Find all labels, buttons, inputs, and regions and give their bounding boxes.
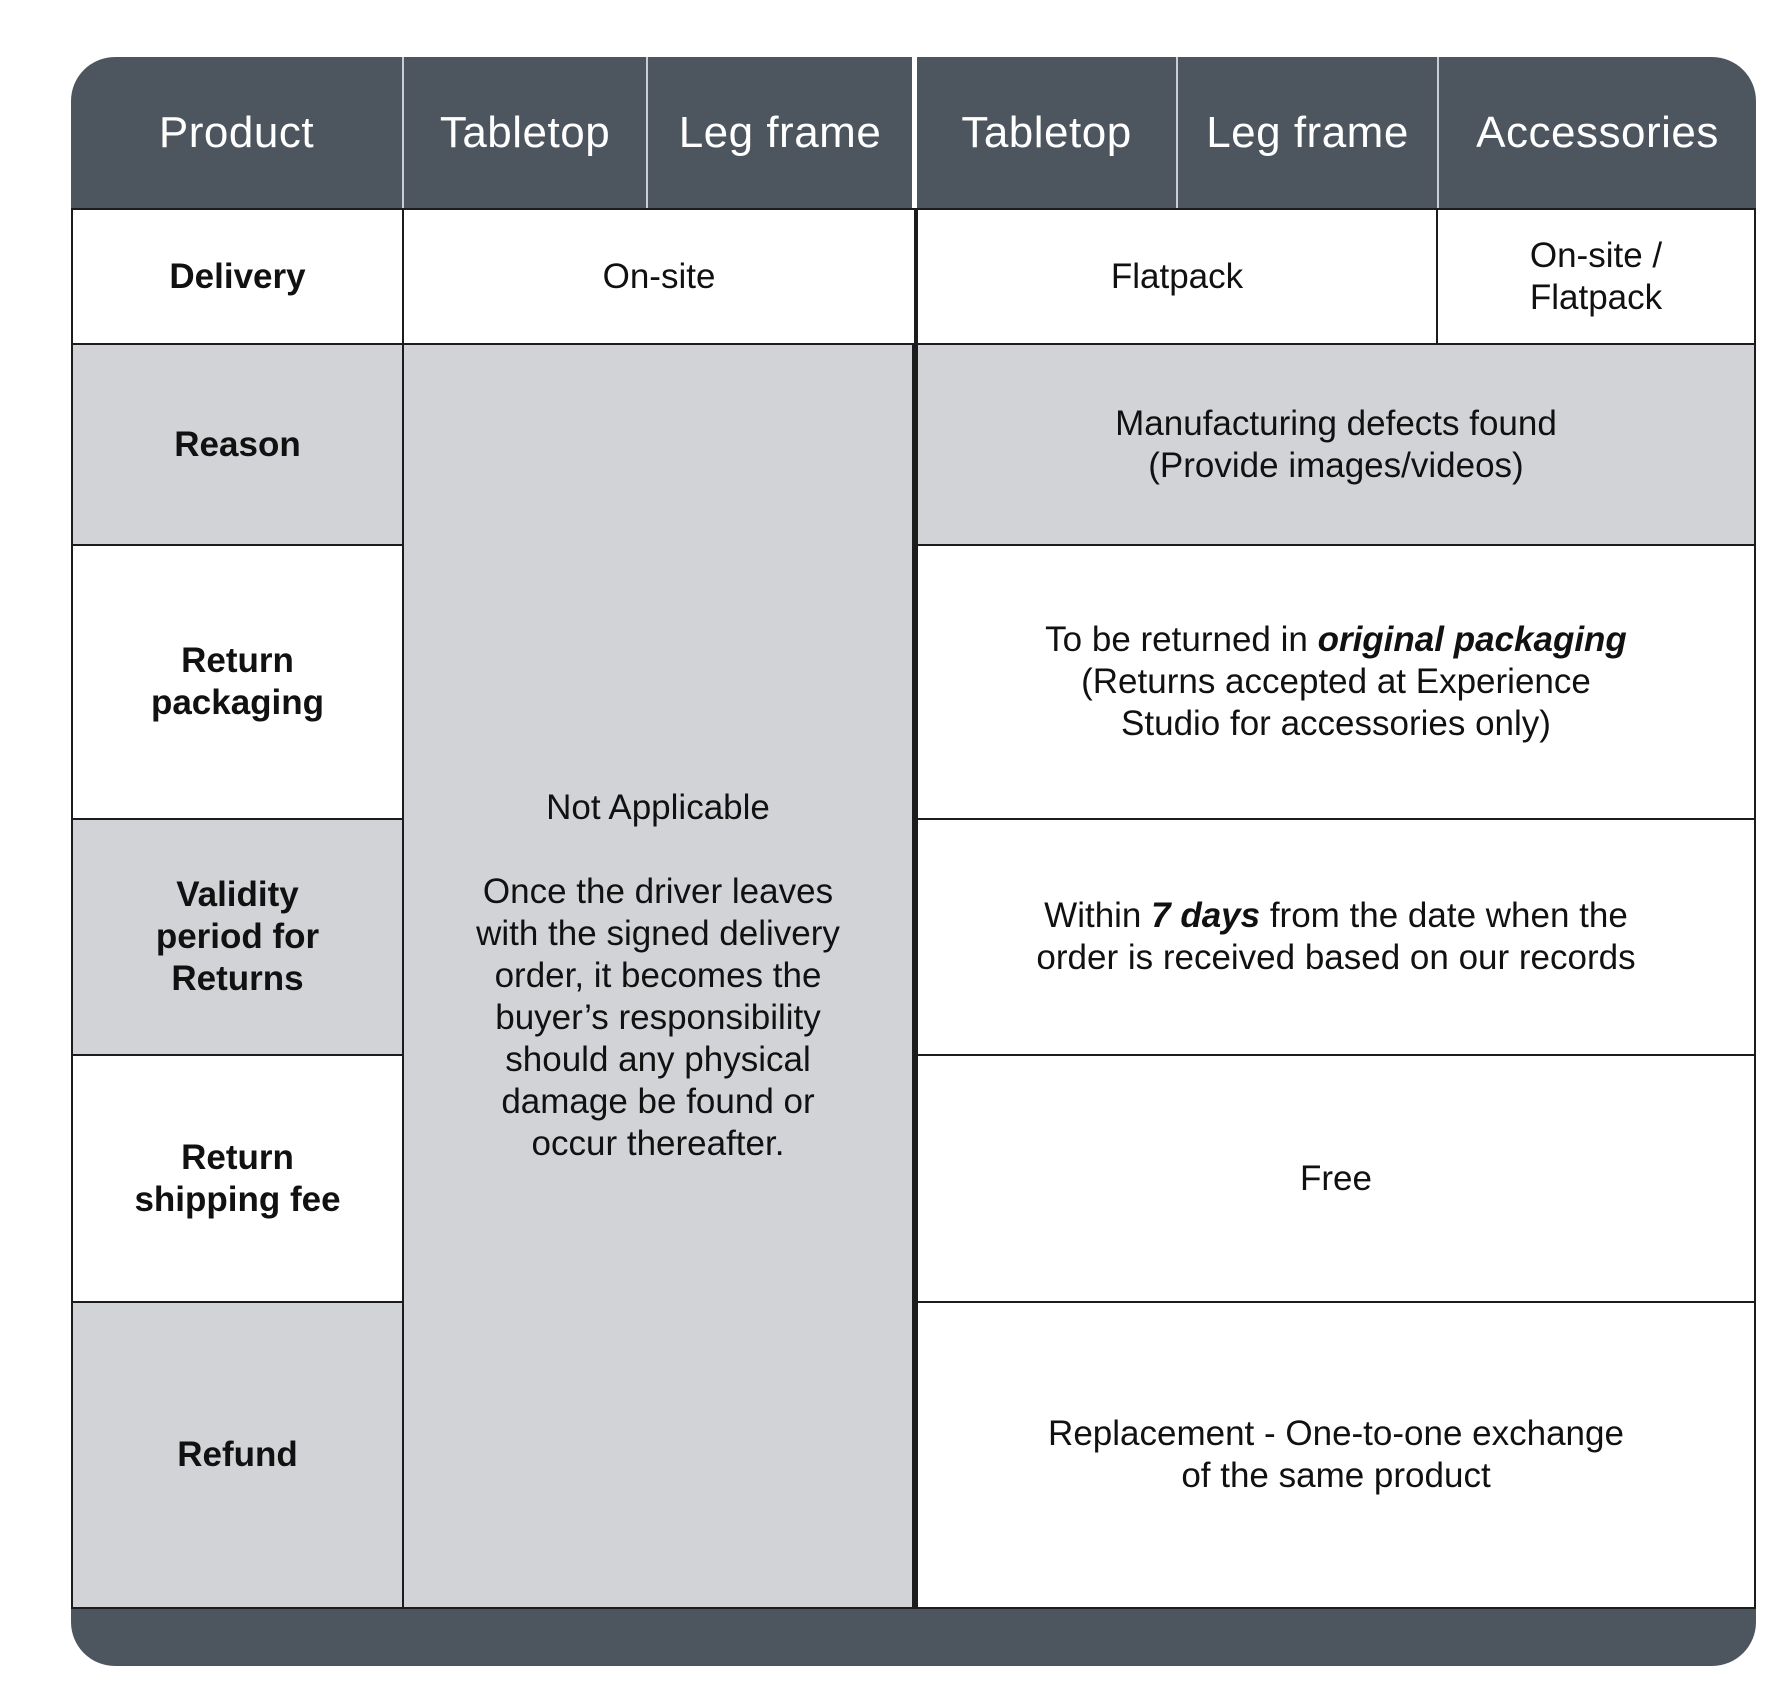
validity-suffix: from the date when the [1260, 896, 1628, 935]
label-line: Validity [176, 875, 299, 914]
validity-line: order is received based on our records [1036, 938, 1636, 977]
return-packaging-line: Studio for accessories only) [1121, 704, 1551, 743]
header-legframe-flatpack: Leg frame [1206, 107, 1409, 157]
refund-value [914, 1301, 1756, 1609]
not-applicable-line: occur thereafter. [531, 1124, 785, 1163]
label-line: packaging [150, 683, 325, 722]
row-label-shipping-fee [71, 1054, 404, 1303]
row-label-return-packaging [71, 544, 404, 820]
not-applicable-line: buyer’s responsibility [495, 998, 821, 1037]
return-packaging-prefix: To be returned in [1045, 620, 1318, 659]
shipping-fee-value: Free [914, 1054, 1756, 1303]
reason-line: (Provide images/videos) [1148, 445, 1524, 485]
return-packaging-emphasis: original packaging [1317, 620, 1627, 659]
header-accessories: Accessories [1476, 107, 1719, 157]
reason-value [914, 343, 1756, 546]
delivery-accessories [1436, 208, 1756, 345]
not-applicable-line: damage be found or [501, 1082, 815, 1121]
label-line: Return [181, 1137, 294, 1177]
not-applicable-block [402, 343, 916, 1609]
header-product: Product [158, 107, 315, 157]
header-legframe-onsite: Leg frame [678, 107, 882, 157]
validity-value [914, 818, 1756, 1056]
row-label-refund: Refund [71, 1301, 404, 1609]
validity-prefix: Within [1044, 896, 1152, 935]
label-line: period for [155, 917, 320, 956]
spacer [476, 829, 840, 871]
label-line: Returns [171, 959, 304, 998]
return-packaging-line: (Returns accepted at Experience [1081, 662, 1591, 701]
refund-line: Replacement - One-to-one exchange [1048, 1414, 1624, 1453]
not-applicable-line: Once the driver leaves [482, 872, 834, 911]
validity-line [1036, 895, 1635, 937]
row-label-validity [71, 818, 404, 1056]
delivery-onsite: On-site [402, 208, 916, 345]
table-body [71, 208, 1756, 1666]
label-line: shipping fee [134, 1179, 341, 1219]
validity-emphasis: 7 days [1151, 896, 1261, 935]
row-label-reason: Reason [71, 343, 404, 546]
header-tabletop-onsite: Tabletop [439, 107, 611, 157]
header-tabletop-flatpack: Tabletop [961, 107, 1132, 157]
not-applicable-line: should any physical [505, 1040, 811, 1079]
return-packaging-value [914, 544, 1756, 820]
delivery-accessories-line: Flatpack [1529, 277, 1663, 317]
not-applicable-line: order, it becomes the [494, 956, 822, 995]
refund-line: of the same product [1181, 1456, 1491, 1495]
label-line: Return [181, 641, 294, 680]
delivery-accessories-line: On-site / [1529, 235, 1663, 275]
row-label-delivery: Delivery [71, 208, 404, 345]
reason-line: Manufacturing defects found [1115, 403, 1557, 443]
delivery-flatpack: Flatpack [914, 208, 1438, 345]
return-packaging-line [1045, 619, 1627, 661]
not-applicable-line: with the signed delivery [476, 914, 840, 953]
not-applicable-title: Not Applicable [546, 788, 770, 827]
returns-policy-table [71, 57, 1756, 1666]
